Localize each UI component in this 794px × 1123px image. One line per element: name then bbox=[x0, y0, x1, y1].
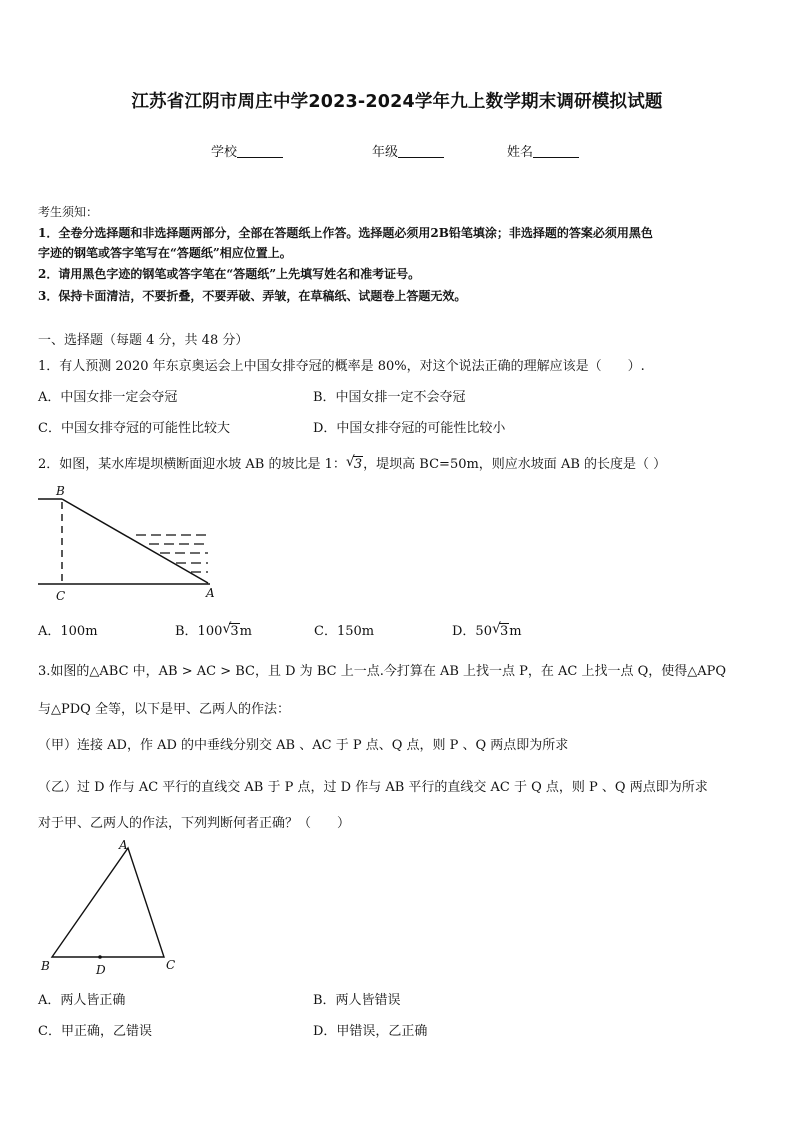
q3-option-d[interactable]: D．甲错误，乙正确 bbox=[313, 1024, 428, 1039]
q2-stem bbox=[38, 453, 666, 472]
triangle-abc bbox=[52, 848, 164, 957]
label-d: D bbox=[96, 963, 106, 976]
label-b: B bbox=[41, 959, 50, 973]
q3-option-c[interactable]: C．甲正确，乙错误 bbox=[38, 1024, 152, 1039]
q2-option-b-unit: m bbox=[239, 624, 252, 639]
q3-option-a[interactable]: A．两人皆正确 bbox=[38, 993, 126, 1008]
q2-option-b-text: B．100 bbox=[175, 624, 223, 639]
q2-option-b-radicand: 3 bbox=[230, 624, 239, 639]
q3-line-5: 对于甲、乙两人的作法，下列判断何者正确？（ ） bbox=[38, 816, 351, 831]
grade-blank[interactable] bbox=[398, 145, 444, 158]
school-field[interactable] bbox=[211, 141, 283, 160]
q2-stem-b: ，堤坝高 BC=50m，则应水坡面 AB 的长度是（ ） bbox=[363, 457, 667, 472]
label-a: A bbox=[206, 586, 215, 600]
school-label: 学校 bbox=[211, 145, 238, 160]
q2-radicand: 3 bbox=[353, 457, 363, 472]
page-title: 江苏省江阴市周庄中学2023-2024学年九上数学期末调研模拟试题 bbox=[131, 92, 663, 112]
q2-option-d-text: D．50 bbox=[452, 624, 492, 639]
name-blank[interactable] bbox=[533, 145, 579, 158]
q3-line-3: （甲）连接 AD，作 AD 的中垂线分别交 AB 、AC 于 P 点、Q 点，则 P 、Q 两点即为所求 bbox=[38, 738, 569, 753]
q2-option-b[interactable] bbox=[175, 620, 252, 639]
q3-option-b[interactable]: B．两人皆错误 bbox=[313, 993, 401, 1008]
q3-line-2: 与△PDQ 全等，以下是甲、乙两人的作法： bbox=[38, 702, 290, 717]
dam-slope-ab bbox=[62, 499, 208, 583]
q2-sqrt: √ 3 bbox=[345, 454, 363, 472]
q2-dam-figure bbox=[36, 484, 218, 604]
q2-option-c[interactable]: C．150m bbox=[314, 624, 375, 639]
school-blank[interactable] bbox=[237, 145, 283, 158]
q1-option-b[interactable]: B．中国女排一定不会夺冠 bbox=[313, 390, 466, 405]
q1-option-a[interactable]: A．中国女排一定会夺冠 bbox=[38, 390, 178, 405]
q1-stem: 1．有人预测 2020 年东京奥运会上中国女排夺冠的概率是 80%，对这个说法正确的理解应该是（ ）. bbox=[38, 359, 645, 374]
q2-option-a[interactable]: A．100m bbox=[38, 624, 98, 639]
name-field[interactable] bbox=[507, 141, 579, 160]
notice-item-1-cont: 字迹的钢笔或答字笔写在“答题纸”相应位置上。 bbox=[38, 246, 292, 260]
q2-option-d-radicand: 3 bbox=[499, 624, 509, 639]
q3-line-1: 3.如图的△ABC 中，AB > AC > BC，且 D 为 BC 上一点.今打算在 AB 上找一点 P，在 AC 上找一点 Q，使得△APQ bbox=[38, 664, 727, 679]
label-a: A bbox=[119, 838, 128, 852]
notice-item-3: 3．保持卡面清洁，不要折叠，不要弄破、弄皱，在草稿纸、试题卷上答题无效。 bbox=[38, 289, 467, 303]
name-label: 姓名 bbox=[507, 145, 534, 160]
notice-item-2: 2．请用黑色字迹的钢笔或答字笔在“答题纸”上先填写姓名和准考证号。 bbox=[38, 267, 421, 281]
grade-field[interactable] bbox=[372, 141, 444, 160]
q3-line-4: （乙）过 D 作与 AC 平行的直线交 AB 于 P 点，过 D 作与 AB 平行的直线交 AC 于 Q 点，则 P 、Q 两点即为所求 bbox=[38, 780, 708, 795]
water-lines bbox=[136, 535, 208, 572]
q2-option-d-unit: m bbox=[509, 624, 522, 639]
q1-option-c[interactable]: C．中国女排夺冠的可能性比较大 bbox=[38, 421, 230, 436]
q2-option-b-sqrt: √ 3 bbox=[222, 621, 239, 639]
notice-heading: 考生须知： bbox=[38, 205, 99, 219]
label-c: C bbox=[166, 958, 176, 972]
section-heading: 一、选择题（每题 4 分，共 48 分） bbox=[38, 333, 249, 348]
q2-option-d-sqrt: √ 3 bbox=[491, 621, 509, 639]
point-d bbox=[98, 955, 102, 959]
grade-label: 年级 bbox=[372, 145, 399, 160]
q1-option-d[interactable]: D．中国女排夺冠的可能性比较小 bbox=[313, 421, 506, 436]
q3-triangle-figure bbox=[36, 836, 186, 976]
q2-option-d[interactable] bbox=[452, 620, 522, 639]
label-c: C bbox=[56, 589, 66, 603]
label-b: B bbox=[56, 484, 65, 498]
notice-item-1: 1．全卷分选择题和非选择题两部分，全部在答题纸上作答。选择题必须用2B铅笔填涂；非选择题的答案必须用黑色 bbox=[38, 226, 653, 240]
q2-stem-a: 2．如图，某水库堤坝横断面迎水坡 AB 的坡比是 1： bbox=[38, 457, 346, 472]
